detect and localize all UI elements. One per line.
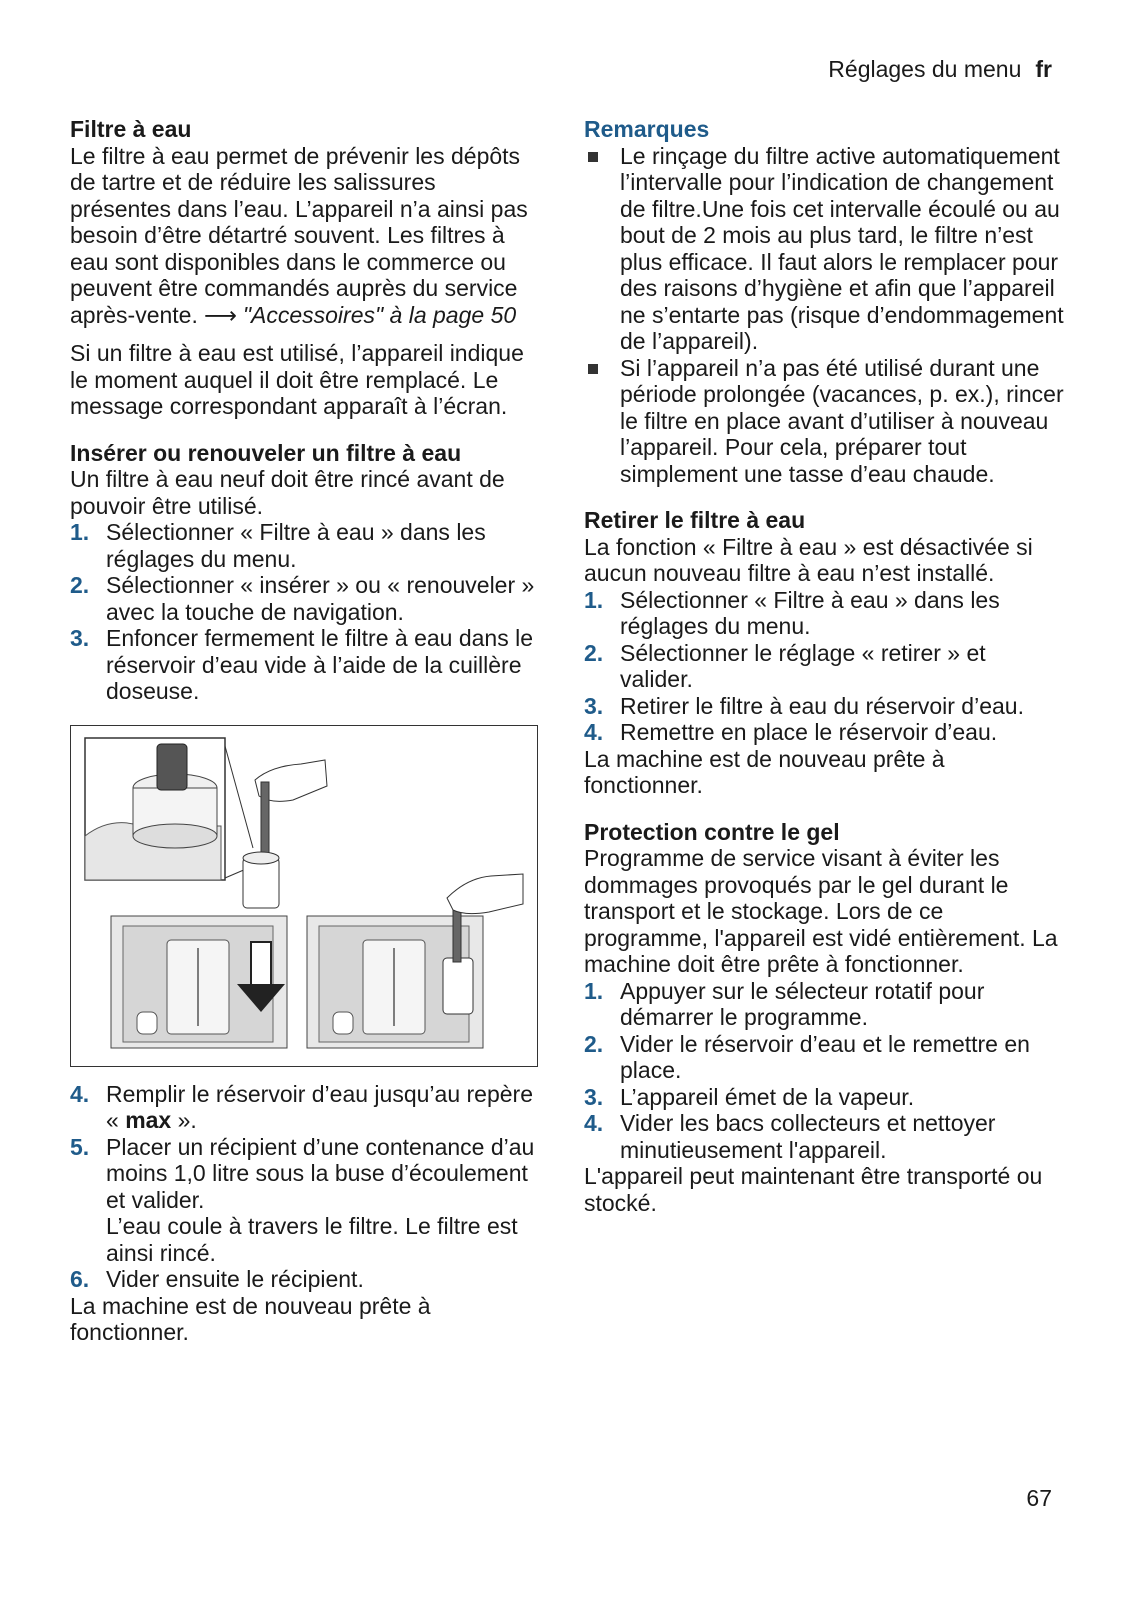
gel-outro: L'appareil peut maintenant être transporté ou stocké.: [584, 1163, 1043, 1216]
filter-insertion-drawing: [71, 726, 537, 1066]
inserer-outro: La machine est de nouveau prête à fonctionner.: [70, 1292, 431, 1345]
gel-steps: [584, 978, 1064, 1164]
filtre-heading: Filtre à eau: [70, 116, 192, 142]
filter-illustration: [70, 725, 538, 1067]
list-item: 3. Enfoncer fermement le filtre à eau dans le réservoir d’eau vide à l’aide de la cuillère doseuse.: [70, 625, 534, 704]
list-item: 3. Retirer le filtre à eau du réservoir d’eau.: [584, 692, 1024, 719]
retirer-steps: [584, 587, 1064, 746]
running-header: [828, 56, 1052, 83]
step-note: L’eau coule à travers le filtre. Le filtre est ainsi rincé.: [106, 1213, 518, 1266]
section-title: Réglages du menu: [828, 56, 1022, 82]
inserer-steps-continued: [70, 1081, 540, 1293]
list-item: 1. Sélectionner « Filtre à eau » dans les réglages du menu.: [70, 519, 486, 572]
list-item: 1. Appuyer sur le sélecteur rotatif pour démarrer le programme.: [584, 977, 985, 1030]
list-item: 4. Remettre en place le réservoir d’eau.: [584, 719, 998, 745]
language-code: fr: [1035, 56, 1052, 82]
retirer-heading: Retirer le filtre à eau: [584, 507, 806, 533]
list-item: Le rinçage du filtre active automatiquement l’intervalle pour l’indication de changement de filtre.Une fois cet intervalle écoulé ou au bout de 2 mois au plus tard, le filtre n’est plus efficace. Il faut alors le remplacer pour des raisons d’hygiène et afin que l’appareil ne s’entarte pas (risque d’endommagement de l’appareil).: [584, 143, 1064, 355]
gel-heading: Protection contre le gel: [584, 818, 840, 845]
list-item: 4. Remplir le réservoir d’eau jusqu’au repère « max ».: [70, 1080, 533, 1133]
filtre-paragraph-1: Le filtre à eau permet de prévenir les dépôts de tartre et de réduire les salissures présentes dans l’eau. L’appareil n’a ainsi pas besoin d’être détartré souvent. Les filtres à eau sont disponibles dans le commerce ou peuvent être commandés auprès du service après-vente. ⟶ "Accessoires" à la page 50: [70, 142, 528, 328]
remarks-list: [584, 143, 1064, 488]
filtre-paragraph-2: Si un filtre à eau est utilisé, l’appareil indique le moment auquel il doit être remplacé. Le message correspondant apparaît à l’écran.: [70, 340, 524, 419]
inserer-steps: [70, 519, 540, 705]
arrow-right-icon: ⟶: [203, 301, 237, 328]
list-item: 2. Sélectionner le réglage « retirer » et valider.: [584, 639, 986, 692]
retirer-intro: La fonction « Filtre à eau » est désactivée si aucun nouveau filtre à eau n’est installé.: [584, 533, 1033, 586]
remarks-heading: Remarques: [584, 116, 710, 142]
cross-reference-link[interactable]: "Accessoires" à la page 50: [242, 301, 517, 328]
retirer-outro: La machine est de nouveau prête à fonctionner.: [584, 745, 945, 798]
list-item: 5. Placer un récipient d’une contenance d’au moins 1,0 litre sous la buse d’écoulement et valider. L’eau coule à travers le filtre. Le filtre est ainsi rincé.: [70, 1133, 535, 1266]
list-item: 6. Vider ensuite le récipient.: [70, 1266, 364, 1292]
inserer-intro: Un filtre à eau neuf doit être rincé avant de pouvoir être utilisé.: [70, 466, 505, 519]
list-item: 1. Sélectionner « Filtre à eau » dans les réglages du menu.: [584, 586, 1000, 639]
list-item: 2. Vider le réservoir d’eau et le remettre en place.: [584, 1030, 1030, 1083]
page-number: 67: [1026, 1485, 1052, 1511]
inserer-heading: Insérer ou renouveler un filtre à eau: [70, 439, 462, 466]
list-item: Si l’appareil n’a pas été utilisé durant une période prolongée (vacances, p. ex.), rincer le filtre en place avant d’utiliser à nouveau l’appareil. Pour cela, préparer tout simplement une tasse d’eau chaude.: [584, 355, 1064, 488]
right-column: [584, 116, 1064, 1216]
bullet-square-icon: [588, 364, 598, 374]
list-item: 3. L’appareil émet de la vapeur.: [584, 1083, 915, 1110]
list-item: 2. Sélectionner « insérer » ou « renouveler » avec la touche de navigation.: [70, 572, 535, 625]
list-item: 4. Vider les bacs collecteurs et nettoyer minutieusement l'appareil.: [584, 1110, 996, 1163]
bullet-square-icon: [588, 152, 598, 162]
gel-intro: Programme de service visant à éviter les dommages provoqués par le gel durant le transport et le stockage. Lors de ce programme, l'appareil est vidé entièrement. La machine doit être prête à fonctionner.: [584, 845, 1058, 977]
left-column: [70, 116, 540, 1346]
